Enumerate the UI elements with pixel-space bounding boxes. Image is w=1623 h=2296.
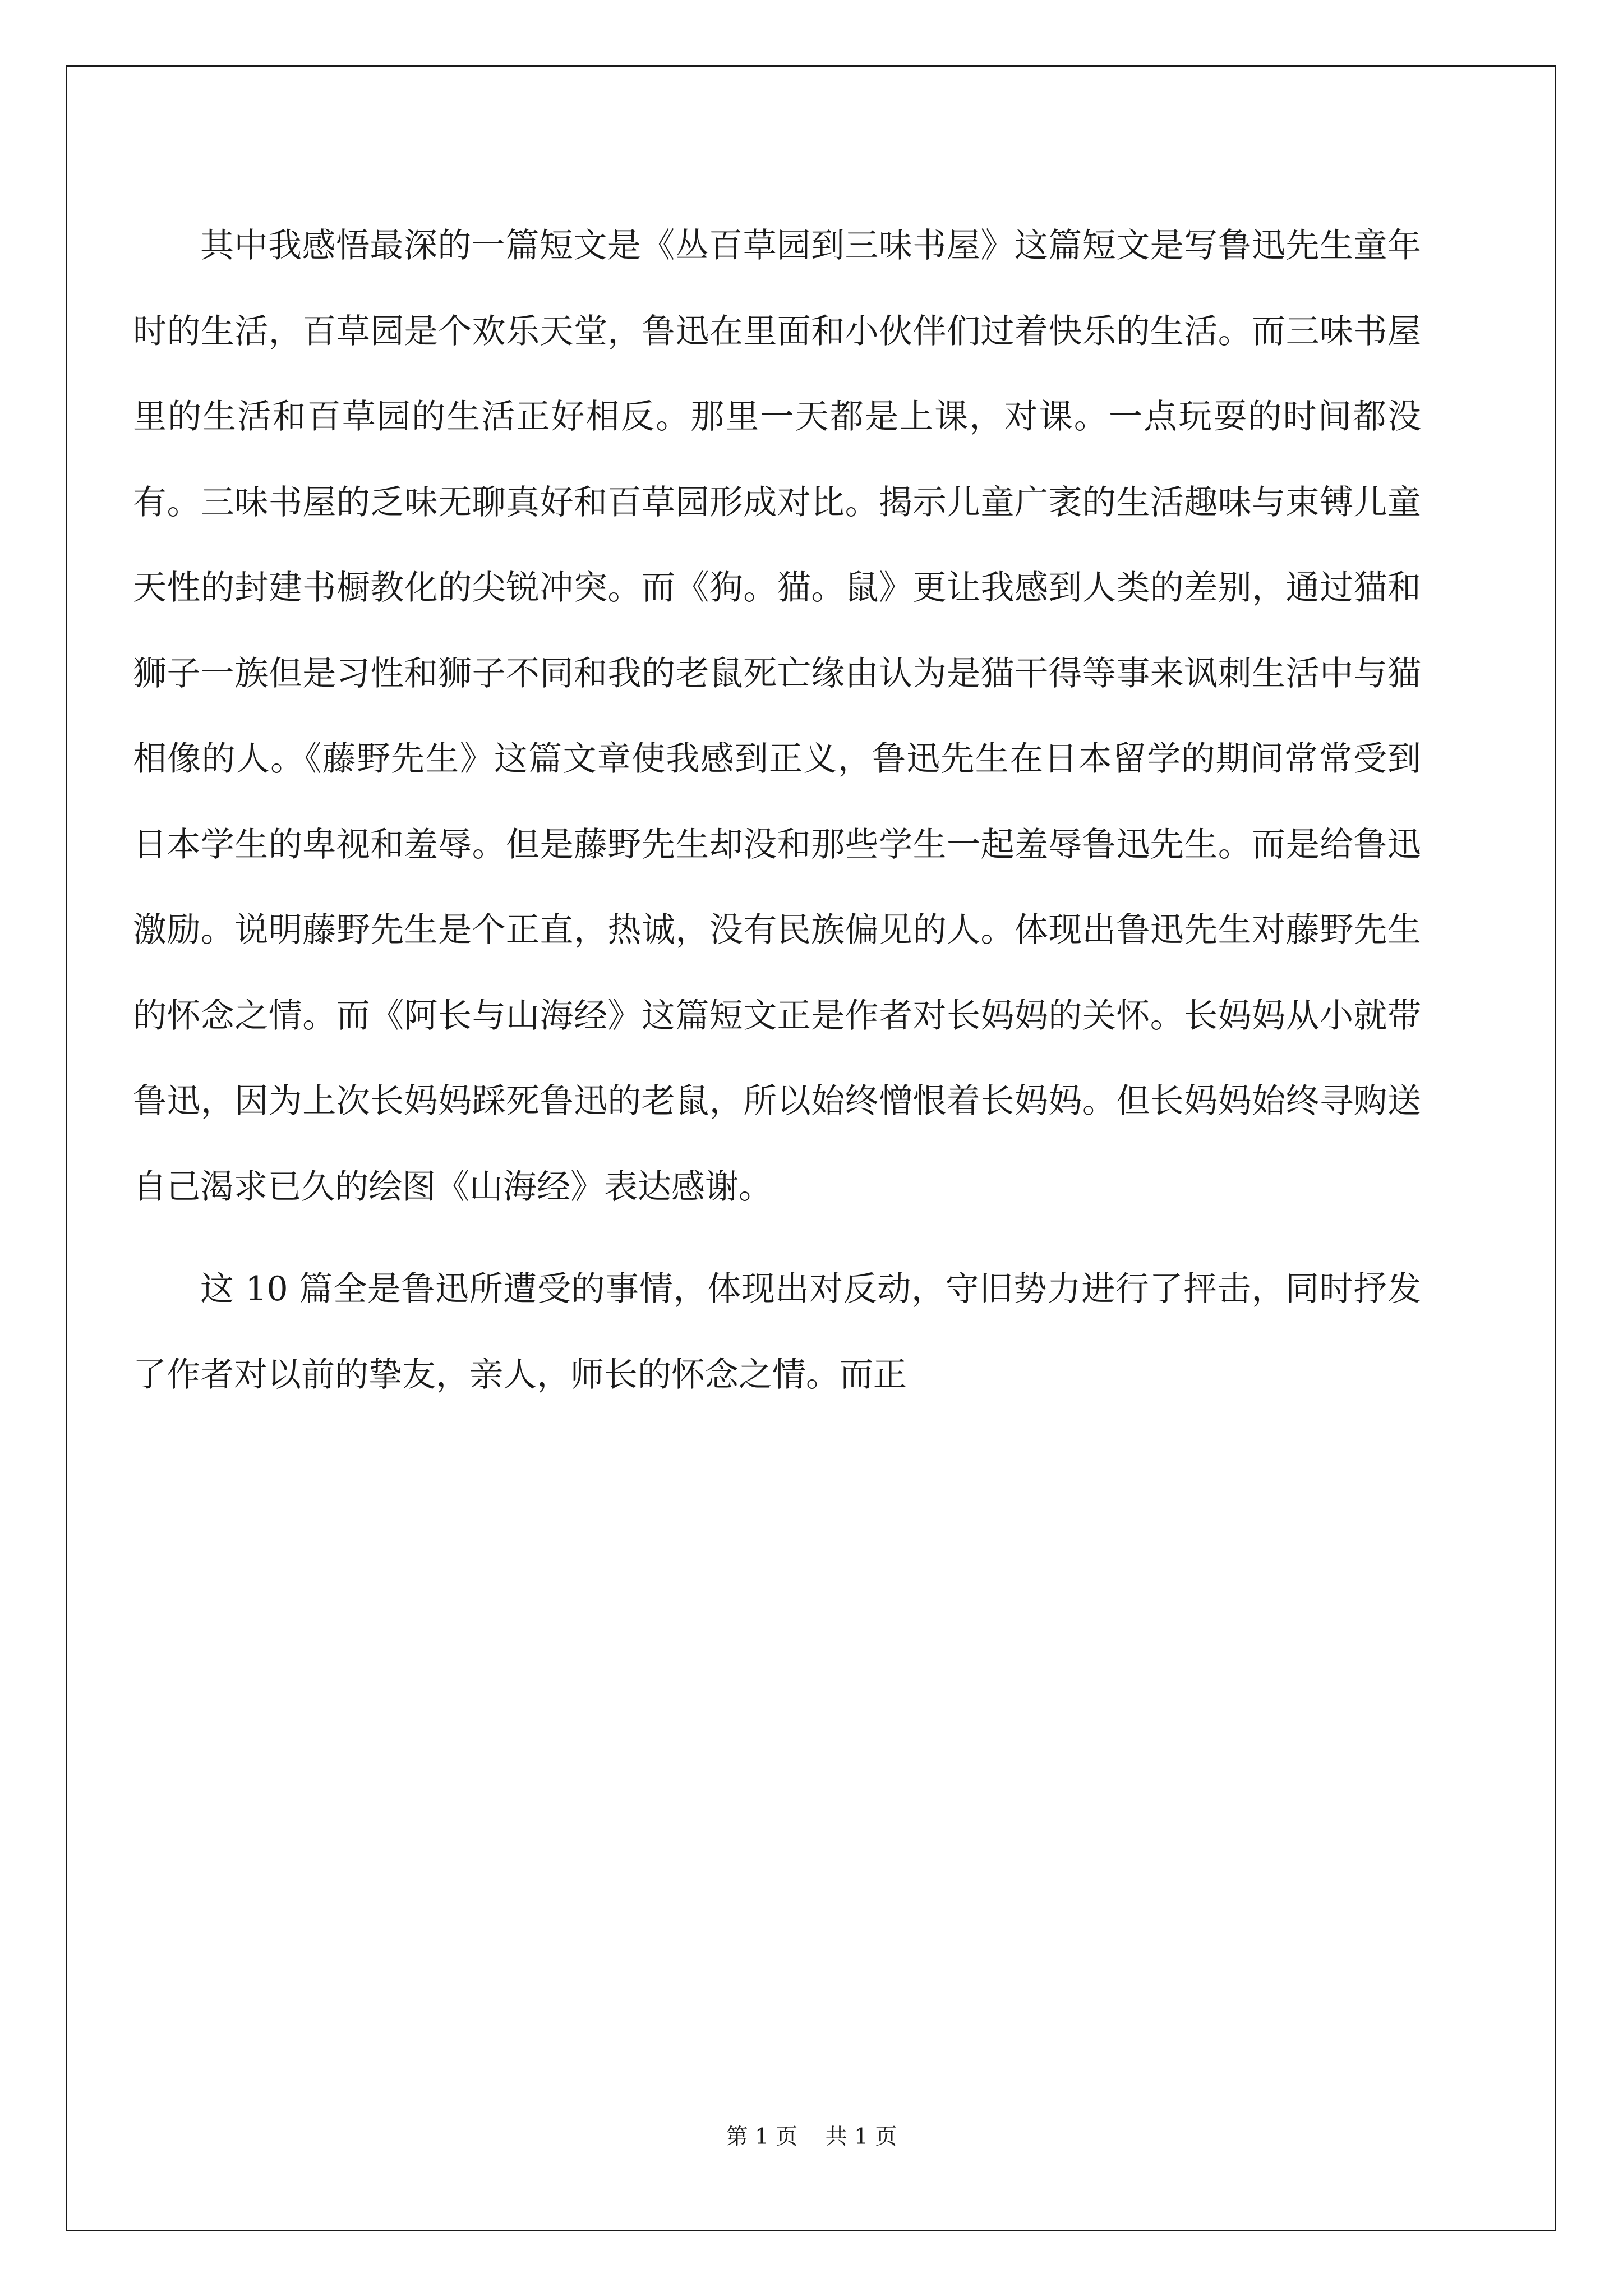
page-footer: 第 1 页 共 1 页 [726, 2124, 897, 2150]
paragraph: 这 10 篇全是鲁迅所遭受的事情，体现出对反动，守旧势力进行了抨击，同时抒发了作者对以前的挚友，亲人，师长的怀念之情。而正 [133, 1269, 1421, 1395]
paragraph: 其中我感悟最深的一篇短文是《丛百草园到三味书屋》这篇短文是写鲁迅先生童年时的生活，百草园是个欢乐天堂，鲁迅在里面和小伙伴们过着快乐的生活。而三味书屋里的生活和百草园的生活正好相反。那里一天都是上课，对课。一点玩耍的时间都没有。三味书屋的乏味无聊真好和百草园形成对比。揭示儿童广袤的生活趣味与束镈儿童天性的封建书橱教化的尖锐冲突。而《狗。猫。鼠》更让我感到人类的差别，通过猫和狮子一族但是习性和狮子不同和我的老鼠死亡缘由认为是猫干得等事来讽刺生活中与猫相像的人。《藤野先生》这篇文章使我感到正义，鲁迅先生在日本留学的期间常常受到日本学生的卑视和羞辱。但是藤野先生却没和那些学生一起羞辱鲁迅先生。而是给鲁迅激励。说明藤野先生是个正直，热诚，没有民族偏见的人。体现出鲁迅先生对藤野先生的怀念之情。而《阿长与山海经》这篇短文正是作者对长妈妈的关怀。长妈妈从小就带鲁迅，因为上次长妈妈踩死鲁迅的老鼠，所以始终憎恨着长妈妈。但长妈妈始终寻购送自己渴求已久的绘图《山海经》表达感谢。 [133, 226, 1421, 1207]
document-body [133, 203, 1421, 1418]
